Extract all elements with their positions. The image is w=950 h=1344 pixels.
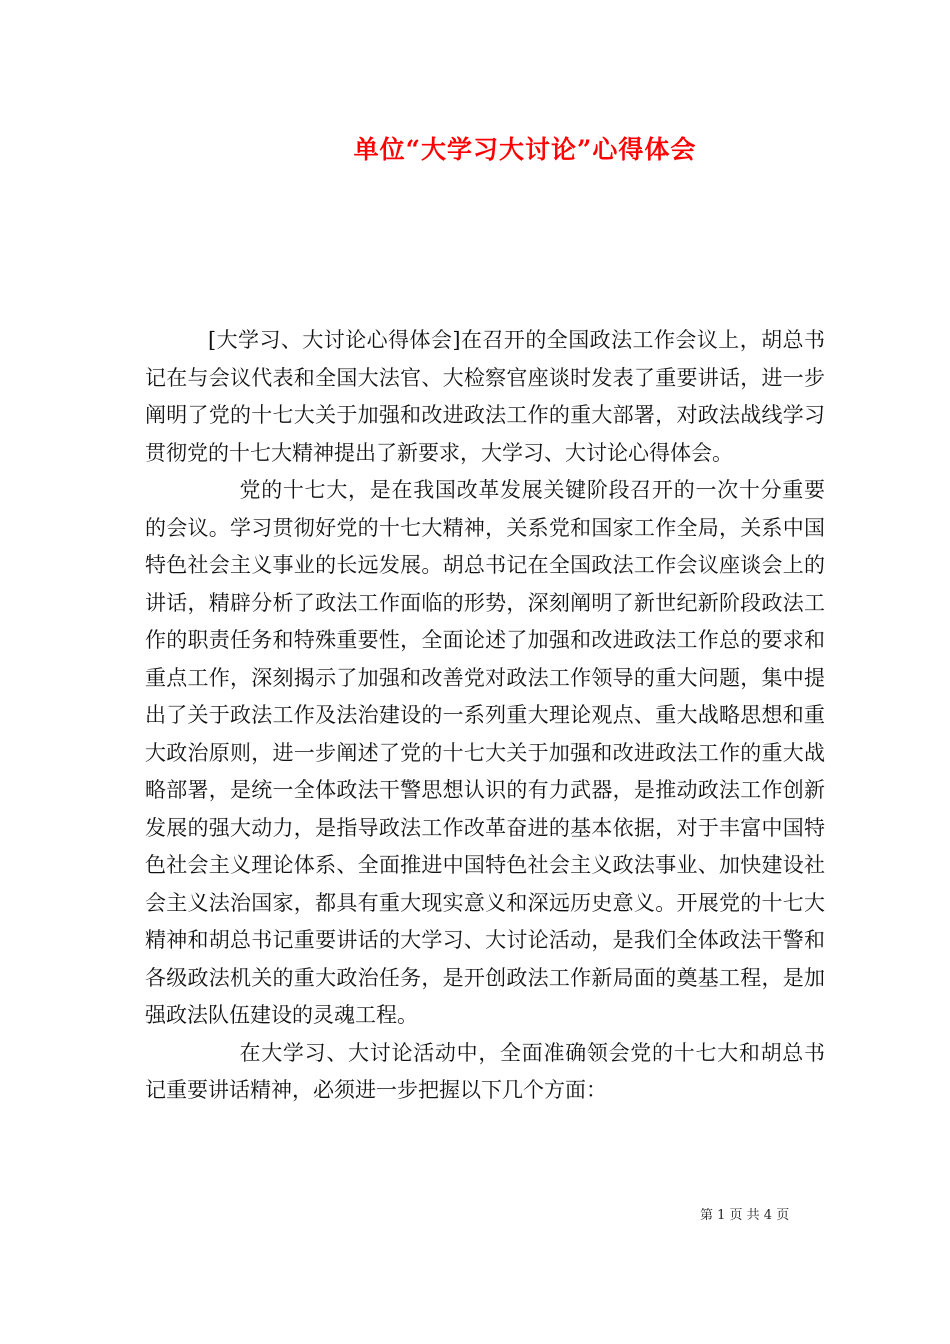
paragraph-3: 在大学习、大讨论活动中，全面准确领会党的十七大和胡总书记重要讲话精神，必须进一步把握以下几个方面： [145,1040,825,1102]
document-body [145,322,825,1110]
document-title: 单位“大学习大讨论”心得体会 [353,135,697,164]
paragraph-2: 党的十七大，是在我国改革发展关键阶段召开的一次十分重要的会议。学习贯彻好党的十七大精神，关系党和国家工作全局，关系中国特色社会主义事业的长远发展。胡总书记在全国政法工作会议座谈会上的讲话，精辟分析了政法工作面临的形势，深刻阐明了新世纪新阶段政法工作的职责任务和特殊重要性，全面论述了加强和改进政法工作总的要求和重点工作，深刻揭示了加强和改善党对政法工作领导的重大问题，集中提出了关于政法工作及法治建设的一系列重大理论观点、重大战略思想和重大政治原则，进一步阐述了党的十七大关于加强和改进政法工作的重大战略部署，是统一全体政法干警思想认识的有力武器，是推动政法工作创新发展的强大动力，是指导政法工作改革奋进的基本依据，对于丰富中国特色社会主义理论体系、全面推进中国特色社会主义政法事业、加快建设社会主义法治国家，都具有重大现实意义和深远历史意义。开展党的十七大精神和胡总书记重要讲话的大学习、大讨论活动，是我们全体政法干警和各级政法机关的重大政治任务，是开创政法工作新局面的奠基工程，是加强政法队伍建设的灵魂工程。 [145,478,825,1027]
page-number-footer: 第 1 页 共 4 页 [700,1208,790,1223]
paragraph-1: [大学习、大讨论心得体会]在召开的全国政法工作会议上，胡总书记在与会议代表和全国大法官、大检察官座谈时发表了重要讲话，进一步阐明了党的十七大关于加强和改进政法工作的重大部署，对政法战线学习贯彻党的十七大精神提出了新要求，大学习、大讨论心得体会。 [145,328,825,465]
